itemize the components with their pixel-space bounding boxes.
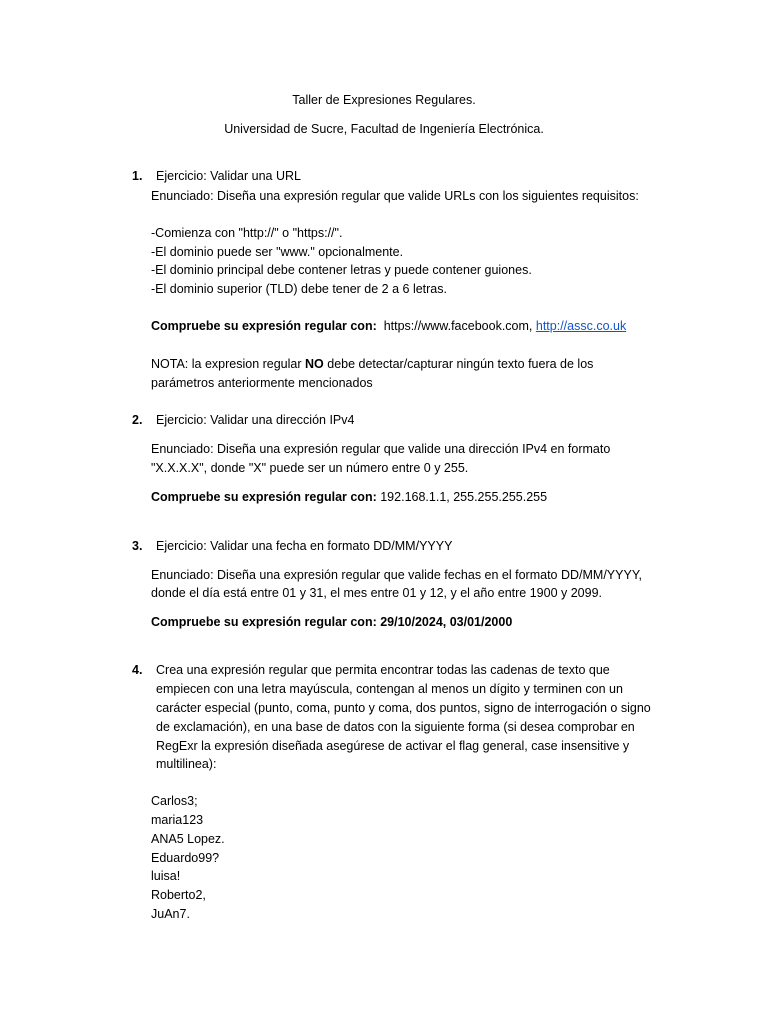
exercise-1-check-label: Compruebe su expresión regular con: xyxy=(151,319,377,333)
exercise-2-number: 2. xyxy=(132,413,143,427)
exercise-2-statement-2: "X.X.X.X", donde "X" puede ser un número entre 0 y 255. xyxy=(151,461,469,475)
exercise-1-note-b: debe detectar/capturar ningún texto fuera de los xyxy=(327,357,594,371)
exercise-4-data-item: luisa! xyxy=(151,869,181,883)
exercise-1-note xyxy=(151,356,593,372)
exercise-4-line-1: Crea una expresión regular que permita encontrar todas las cadenas de texto que xyxy=(156,663,610,677)
exercise-4-number: 4. xyxy=(132,663,143,677)
exercise-4-line-5: RegExr la expresión diseñada asegúrese de activar el flag general, case insensitive y xyxy=(156,739,630,753)
exercise-4-data-item: Eduardo99? xyxy=(151,851,220,865)
exercise-4-line-3: carácter especial (punto, coma, punto y coma, dos puntos, signo de interrogación o signo xyxy=(156,701,651,715)
exercise-4-data-item: Carlos3; xyxy=(151,794,198,808)
exercise-2-check-label: Compruebe su expresión regular con: xyxy=(151,490,377,504)
exercise-1-check-line xyxy=(151,318,626,334)
document-subtitle: Universidad de Sucre, Facultad de Ingeniería Electrónica. xyxy=(224,122,544,136)
exercise-4-data-item: Roberto2, xyxy=(151,888,206,902)
exercise-4-line-2: empiecen con una letra mayúscula, contengan al menos un dígito y terminen con un xyxy=(156,682,623,696)
exercise-3-statement-1: Enunciado: Diseña una expresión regular que valide fechas en el formato DD/MM/YYYY, xyxy=(151,568,643,582)
exercise-3-check-line: Compruebe su expresión regular con: 29/10/2024, 03/01/2000 xyxy=(151,615,513,629)
exercise-2-title: Ejercicio: Validar una dirección IPv4 xyxy=(156,413,355,427)
exercise-2-statement-1: Enunciado: Diseña una expresión regular que valide una dirección IPv4 en formato xyxy=(151,442,611,456)
exercise-4-data-item: JuAn7. xyxy=(151,907,190,921)
exercise-1-note-a: NOTA: la expresion regular xyxy=(151,357,302,371)
exercise-2-check-line xyxy=(151,489,547,505)
exercise-1-req-2: -El dominio puede ser "www." opcionalmente. xyxy=(151,245,404,259)
exercise-4-line-6: multilinea): xyxy=(156,757,217,771)
exercise-3-title: Ejercicio: Validar una fecha en formato DD/MM/YYYY xyxy=(156,539,453,553)
exercise-4-data-item: ANA5 Lopez. xyxy=(151,832,225,846)
exercise-1-statement: Enunciado: Diseña una expresión regular que valide URLs con los siguientes requisitos: xyxy=(151,189,639,203)
exercise-1-req-3: -El dominio principal debe contener letras y puede contener guiones. xyxy=(151,263,532,277)
exercise-1-number: 1. xyxy=(132,169,143,183)
exercise-3-number: 3. xyxy=(132,539,143,553)
document-title: Taller de Expresiones Regulares. xyxy=(292,93,476,107)
exercise-1-title: Ejercicio: Validar una URL xyxy=(156,169,301,183)
exercise-3-statement-2: donde el día está entre 01 y 31, el mes entre 01 y 12, y el año entre 1900 y 2099. xyxy=(151,586,603,600)
exercise-1-req-4: -El dominio superior (TLD) debe tener de 2 a 6 letras. xyxy=(151,282,447,296)
exercise-1-check-link[interactable]: http://assc.co.uk xyxy=(535,319,627,333)
exercise-1-note-c: parámetros anteriormente mencionados xyxy=(151,376,373,390)
exercise-4-line-4: de exclamación), en una base de datos con la siguiente forma (si desea comprobar en xyxy=(156,720,635,734)
exercise-1-check-plain: https://www.facebook.com, xyxy=(383,319,533,333)
exercise-4-data-item: maria123 xyxy=(151,813,204,827)
exercise-1-note-bold: NO xyxy=(305,357,324,371)
exercise-2-check-values: 192.168.1.1, 255.255.255.255 xyxy=(380,490,548,504)
exercise-1-req-1: -Comienza con "http://" o "https://". xyxy=(151,226,343,240)
